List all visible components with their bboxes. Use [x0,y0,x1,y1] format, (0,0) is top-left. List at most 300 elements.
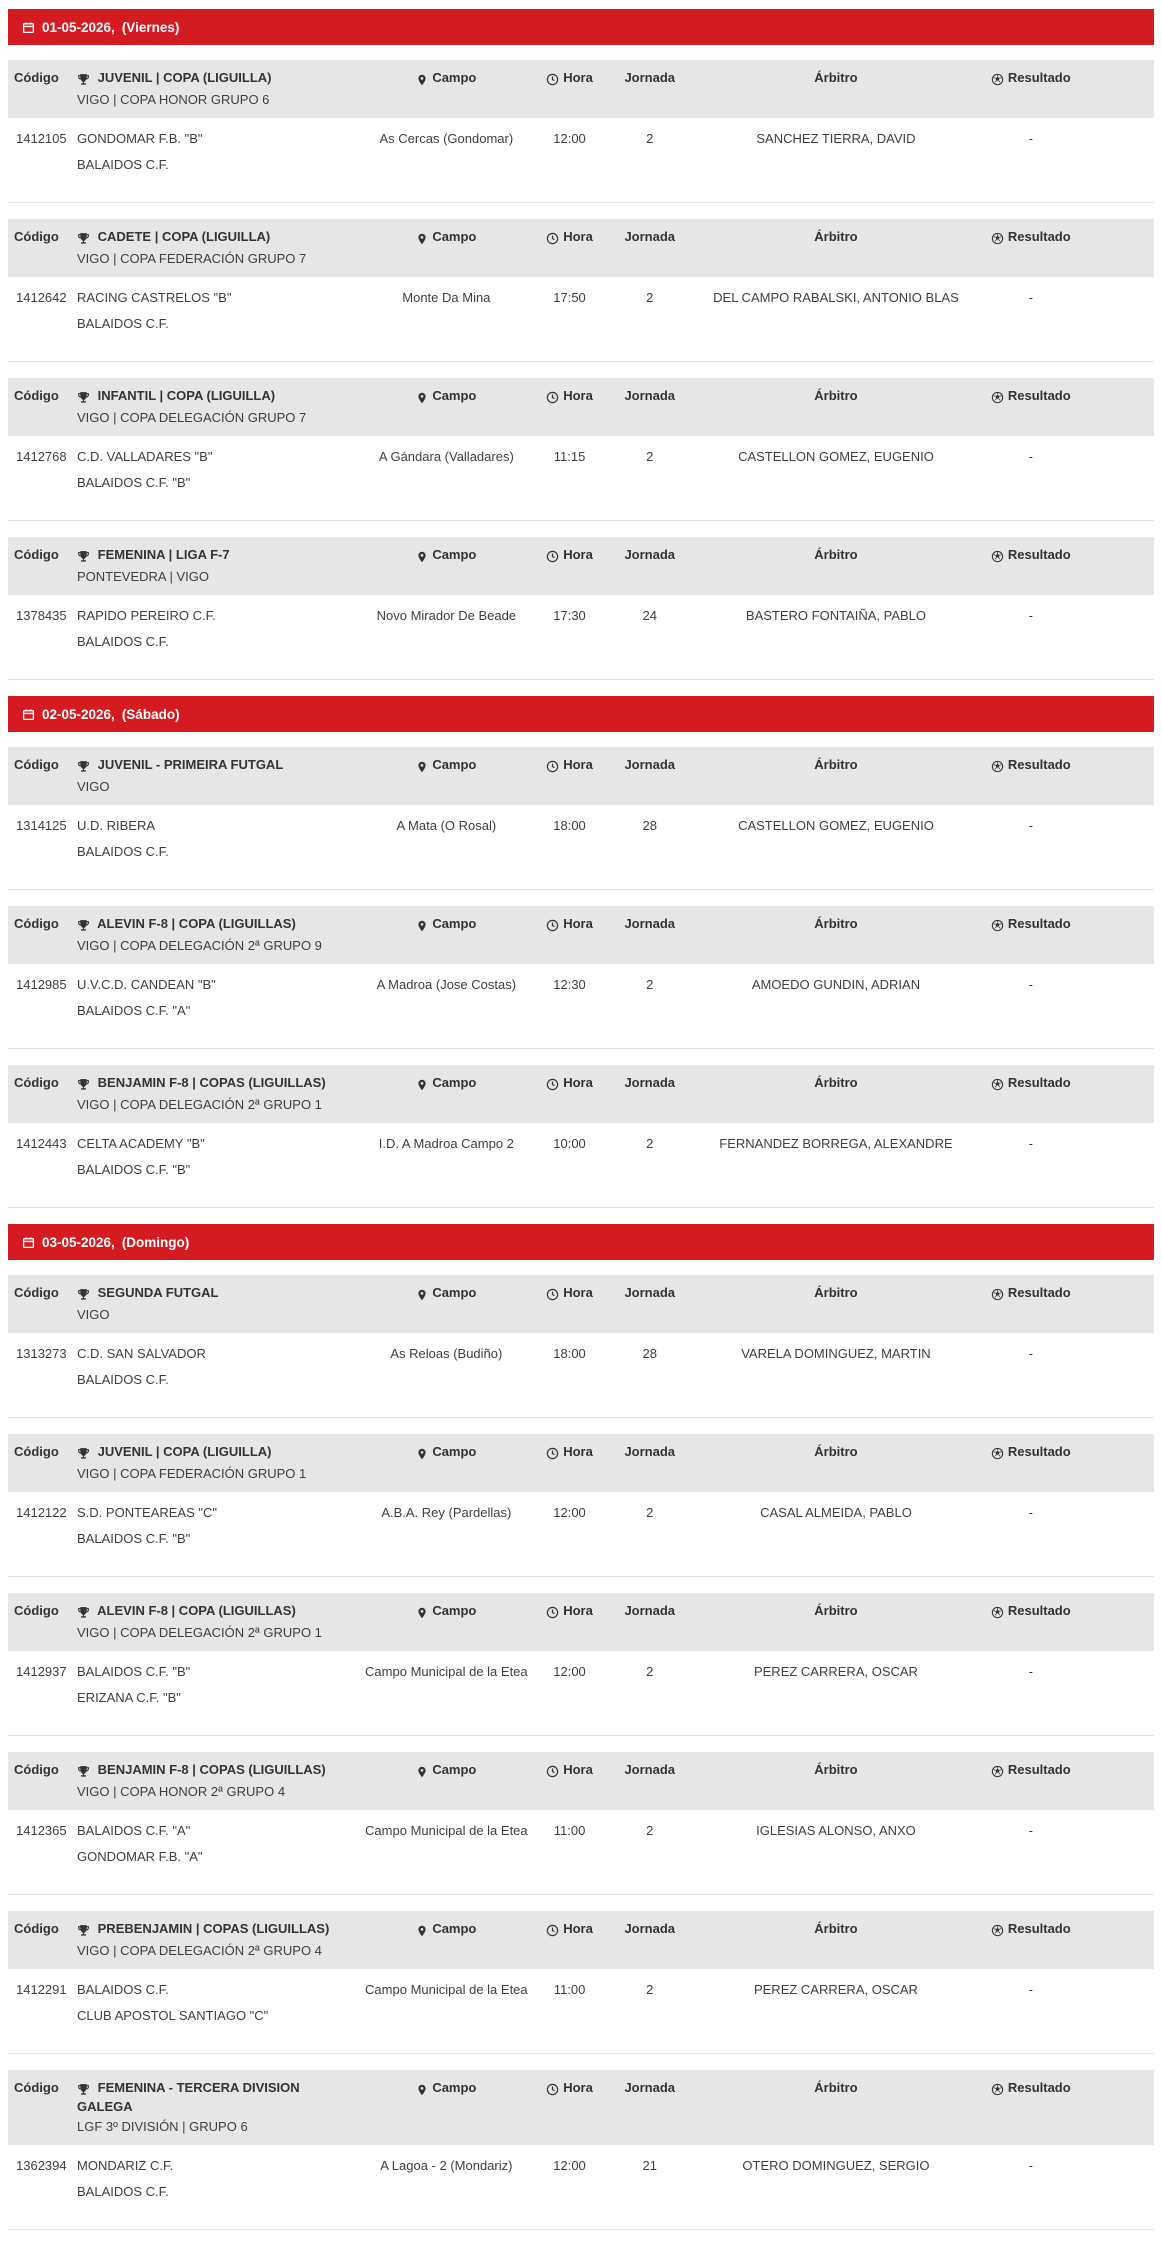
referee: DEL CAMPO RABALSKI, ANTONIO BLAS [696,277,977,344]
row-spacer [1085,1333,1154,1400]
column-header-jornada: Jornada [604,1593,696,1651]
home-team: RACING CASTRELOS "B" [77,290,232,305]
away-team: BALAIDOS C.F. "B" [77,1162,191,1177]
teams-cell [71,436,358,503]
competition-group: VIGO | COPA HONOR GRUPO 6 [77,92,270,107]
column-header-competition [71,1593,358,1651]
row-spacer [1085,1810,1154,1877]
column-header-competition [71,1434,358,1492]
competition-name: BENJAMIN F-8 | COPAS (LIGUILLAS) [97,1762,326,1777]
fixture-table [8,1065,1154,1190]
away-team: BALAIDOS C.F. "B" [77,475,191,490]
venue: I.D. A Madroa Campo 2 [358,1123,536,1190]
venue: A Gándara (Valladares) [358,436,536,503]
kickoff-time: 11:15 [535,436,604,503]
column-header-codigo: Código [8,906,71,964]
competition-group: VIGO | COPA FEDERACIÓN GRUPO 1 [77,1466,307,1481]
matchday: 28 [604,805,696,872]
trophy-icon [77,758,90,775]
trophy-icon [77,2081,90,2098]
kickoff-time: 18:00 [535,1333,604,1400]
match-code: 1412122 [8,1492,71,1559]
day-tables [8,1275,1154,2230]
referee: PEREZ CARRERA, OSCAR [696,1651,977,1718]
competition-group: VIGO | COPA DELEGACIÓN 2ª GRUPO 1 [77,1097,322,1112]
column-header-hora: Hora [535,1593,604,1651]
away-team: BALAIDOS C.F. "B" [77,1531,191,1546]
competition-name: ALEVIN F-8 | COPA (LIGUILLAS) [97,916,296,931]
matchday: 2 [604,1810,696,1877]
column-header-codigo: Código [8,60,71,118]
column-header-arbitro: Árbitro [696,219,977,277]
date-label: 02-05-2026, [42,706,115,722]
map-pin-icon [416,548,428,565]
column-header-codigo: Código [8,1434,71,1492]
competition-group: PONTEVEDRA | VIGO [77,569,209,584]
competition-group: VIGO | COPA DELEGACIÓN GRUPO 7 [77,410,307,425]
kickoff-time: 12:00 [535,2145,604,2212]
map-pin-icon [416,230,428,247]
referee: CASAL ALMEIDA, PABLO [696,1492,977,1559]
column-header-arbitro: Árbitro [696,747,977,805]
fixture-table [8,60,1154,185]
referee: IGLESIAS ALONSO, ANXO [696,1810,977,1877]
column-header-resultado: Resultado [976,747,1085,805]
column-header-codigo: Código [8,219,71,277]
kickoff-time: 12:00 [535,1492,604,1559]
column-header-campo: Campo [358,60,536,118]
column-header-spacer [1085,60,1154,118]
date-label: 03-05-2026, [42,1234,115,1250]
fixture-table [8,219,1154,344]
trophy-icon [77,389,90,406]
fixture-table-block [8,1065,1154,1208]
clock-icon [546,71,559,88]
map-pin-icon [416,389,428,406]
calendar-icon [22,1236,35,1249]
day-section [8,1224,1154,2230]
fixture-row [8,1810,1154,1877]
referee: CASTELLON GOMEZ, EUGENIO [696,436,977,503]
column-header-spacer [1085,1911,1154,1969]
soccer-ball-icon [991,548,1004,565]
match-code: 1412937 [8,1651,71,1718]
kickoff-time: 17:50 [535,277,604,344]
fixture-row [8,1492,1154,1559]
match-code: 1412105 [8,118,71,185]
teams-cell [71,805,358,872]
clock-icon [546,758,559,775]
column-header-hora: Hora [535,219,604,277]
matchday: 2 [604,436,696,503]
column-header-hora: Hora [535,747,604,805]
fixture-table-block [8,2070,1154,2230]
column-header-hora: Hora [535,378,604,436]
column-header-jornada: Jornada [604,219,696,277]
column-header-jornada: Jornada [604,60,696,118]
column-header-competition [71,1275,358,1333]
referee: AMOEDO GUNDIN, ADRIAN [696,964,977,1031]
competition-group: VIGO | COPA DELEGACIÓN 2ª GRUPO 4 [77,1943,322,1958]
column-header-arbitro: Árbitro [696,537,977,595]
column-header-resultado: Resultado [976,1275,1085,1333]
date-label: 01-05-2026, [42,19,115,35]
away-team: GONDOMAR F.B. "A" [77,1849,203,1864]
column-header-jornada: Jornada [604,537,696,595]
column-header-arbitro: Árbitro [696,378,977,436]
soccer-ball-icon [991,230,1004,247]
column-header-spacer [1085,378,1154,436]
column-header-spacer [1085,906,1154,964]
away-team: BALAIDOS C.F. [77,634,169,649]
trophy-icon [77,230,90,247]
home-team: BALAIDOS C.F. "B" [77,1664,191,1679]
soccer-ball-icon [991,1076,1004,1093]
clock-icon [546,1445,559,1462]
competition-group: VIGO | COPA FEDERACIÓN GRUPO 7 [77,251,307,266]
clock-icon [546,230,559,247]
fixture-table [8,906,1154,1031]
row-spacer [1085,595,1154,662]
column-header-jornada: Jornada [604,378,696,436]
match-code: 1362394 [8,2145,71,2212]
column-header-campo: Campo [358,1275,536,1333]
fixture-row [8,1333,1154,1400]
competition-name: PREBENJAMIN | COPAS (LIGUILLAS) [97,1921,330,1936]
column-header-hora: Hora [535,1275,604,1333]
column-header-competition [71,1752,358,1810]
map-pin-icon [416,1076,428,1093]
venue: Monte Da Mina [358,277,536,344]
column-header-campo: Campo [358,219,536,277]
column-header-campo: Campo [358,747,536,805]
fixture-table [8,747,1154,872]
column-header-codigo: Código [8,747,71,805]
column-header-competition [71,378,358,436]
away-team: ERIZANA C.F. "B" [77,1690,181,1705]
match-code: 1412365 [8,1810,71,1877]
column-header-hora: Hora [535,60,604,118]
column-header-spacer [1085,537,1154,595]
weekday-label: (Viernes) [121,19,180,35]
row-spacer [1085,118,1154,185]
result: - [976,1810,1085,1877]
clock-icon [546,2081,559,2098]
result: - [976,2145,1085,2212]
fixture-table-block [8,1752,1154,1895]
trophy-icon [77,1763,90,1780]
column-header-hora: Hora [535,906,604,964]
teams-cell [71,1123,358,1190]
table-header-row [8,906,1154,964]
column-header-resultado: Resultado [976,378,1085,436]
table-header-row [8,1752,1154,1810]
column-header-competition [71,219,358,277]
column-header-competition [71,1065,358,1123]
trophy-icon [77,1445,90,1462]
away-team: BALAIDOS C.F. [77,316,169,331]
column-header-resultado: Resultado [976,1593,1085,1651]
away-team: BALAIDOS C.F. [77,2184,169,2199]
column-header-arbitro: Árbitro [696,60,977,118]
teams-cell [71,964,358,1031]
competition-name: SEGUNDA FUTGAL [97,1285,219,1300]
kickoff-time: 17:30 [535,595,604,662]
fixture-table-block [8,747,1154,890]
away-team: BALAIDOS C.F. [77,844,169,859]
column-header-jornada: Jornada [604,2070,696,2145]
fixture-table [8,1434,1154,1559]
fixture-row [8,1651,1154,1718]
column-header-arbitro: Árbitro [696,2070,977,2145]
column-header-resultado: Resultado [976,1434,1085,1492]
map-pin-icon [416,1445,428,1462]
clock-icon [546,548,559,565]
matchday: 2 [604,964,696,1031]
soccer-ball-icon [991,1604,1004,1621]
column-header-resultado: Resultado [976,1752,1085,1810]
day-section [8,696,1154,1208]
fixture-row [8,805,1154,872]
column-header-campo: Campo [358,1434,536,1492]
date-header-bar [8,696,1154,732]
trophy-icon [77,917,90,934]
competition-group: VIGO [77,1307,110,1322]
column-header-campo: Campo [358,378,536,436]
competition-name: JUVENIL | COPA (LIGUILLA) [97,1444,272,1459]
result: - [976,964,1085,1031]
clock-icon [546,1763,559,1780]
fixture-table [8,1275,1154,1400]
soccer-ball-icon [991,917,1004,934]
matchday: 28 [604,1333,696,1400]
venue: Campo Municipal de la Etea [358,1651,536,1718]
fixture-table-block [8,378,1154,521]
trophy-icon [77,1076,90,1093]
kickoff-time: 11:00 [535,1969,604,2036]
competition-name: JUVENIL | COPA (LIGUILLA) [97,70,272,85]
map-pin-icon [416,917,428,934]
column-header-resultado: Resultado [976,906,1085,964]
day-tables [8,60,1154,680]
column-header-campo: Campo [358,1065,536,1123]
fixture-row [8,1123,1154,1190]
home-team: S.D. PONTEAREAS "C" [77,1505,217,1520]
fixture-table [8,537,1154,662]
soccer-ball-icon [991,758,1004,775]
column-header-codigo: Código [8,2070,71,2145]
trophy-icon [77,1922,90,1939]
clock-icon [546,917,559,934]
table-header-row [8,1911,1154,1969]
competition-group: LGF 3º DIVISIÓN | GRUPO 6 [77,2119,248,2134]
soccer-ball-icon [991,1286,1004,1303]
soccer-ball-icon [991,71,1004,88]
teams-cell [71,1810,358,1877]
column-header-competition [71,60,358,118]
venue: Campo Municipal de la Etea [358,1810,536,1877]
teams-cell [71,277,358,344]
row-spacer [1085,964,1154,1031]
venue: Campo Municipal de la Etea [358,1969,536,2036]
column-header-jornada: Jornada [604,1752,696,1810]
column-header-hora: Hora [535,1434,604,1492]
soccer-ball-icon [991,2081,1004,2098]
teams-cell [71,1333,358,1400]
fixture-table-block [8,1434,1154,1577]
match-code: 1412985 [8,964,71,1031]
venue: A Mata (O Rosal) [358,805,536,872]
home-team: MONDARIZ C.F. [77,2158,174,2173]
competition-group: VIGO | COPA HONOR 2ª GRUPO 4 [77,1784,286,1799]
result: - [976,1492,1085,1559]
table-header-row [8,378,1154,436]
match-code: 1378435 [8,595,71,662]
matchday: 21 [604,2145,696,2212]
column-header-spacer [1085,1593,1154,1651]
table-header-row [8,747,1154,805]
fixture-table-block [8,906,1154,1049]
result: - [976,1969,1085,2036]
column-header-competition [71,906,358,964]
column-header-competition [71,537,358,595]
column-header-competition [71,1911,358,1969]
competition-group: VIGO | COPA DELEGACIÓN 2ª GRUPO 9 [77,938,322,953]
matchday: 24 [604,595,696,662]
venue: A Madroa (Jose Costas) [358,964,536,1031]
result: - [976,805,1085,872]
home-team: U.D. RIBERA [77,818,156,833]
result: - [976,277,1085,344]
kickoff-time: 10:00 [535,1123,604,1190]
teams-cell [71,2145,358,2212]
column-header-campo: Campo [358,2070,536,2145]
match-code: 1412443 [8,1123,71,1190]
result: - [976,1651,1085,1718]
referee: CASTELLON GOMEZ, EUGENIO [696,805,977,872]
fixture-row [8,436,1154,503]
competition-name: ALEVIN F-8 | COPA (LIGUILLAS) [97,1603,296,1618]
competition-name: FEMENINA | LIGA F-7 [97,547,230,562]
row-spacer [1085,1651,1154,1718]
column-header-arbitro: Árbitro [696,1593,977,1651]
fixture-row [8,277,1154,344]
competition-name: INFANTIL | COPA (LIGUILLA) [97,388,276,403]
column-header-resultado: Resultado [976,537,1085,595]
away-team: BALAIDOS C.F. [77,1372,169,1387]
fixture-table-block [8,60,1154,203]
column-header-codigo: Código [8,1752,71,1810]
column-header-hora: Hora [535,1752,604,1810]
column-header-spacer [1085,747,1154,805]
column-header-resultado: Resultado [976,219,1085,277]
column-header-codigo: Código [8,1065,71,1123]
soccer-ball-icon [991,389,1004,406]
result: - [976,1123,1085,1190]
fixture-row [8,1969,1154,2036]
match-code: 1412291 [8,1969,71,2036]
column-header-jornada: Jornada [604,1434,696,1492]
fixture-row [8,964,1154,1031]
column-header-codigo: Código [8,378,71,436]
row-spacer [1085,277,1154,344]
day-tables [8,747,1154,1208]
venue: As Reloas (Budiño) [358,1333,536,1400]
column-header-jornada: Jornada [604,1275,696,1333]
competition-name: JUVENIL - PRIMEIRA FUTGAL [97,757,284,772]
competition-group: VIGO | COPA DELEGACIÓN 2ª GRUPO 1 [77,1625,322,1640]
column-header-resultado: Resultado [976,1911,1085,1969]
fixture-row [8,595,1154,662]
match-code: 1313273 [8,1333,71,1400]
map-pin-icon [416,71,428,88]
matchday: 2 [604,277,696,344]
home-team: RAPIDO PEREIRO C.F. [77,608,216,623]
home-team: CELTA ACADEMY "B" [77,1136,205,1151]
teams-cell [71,1651,358,1718]
home-team: BALAIDOS C.F. [77,1982,169,1997]
row-spacer [1085,805,1154,872]
clock-icon [546,1286,559,1303]
column-header-jornada: Jornada [604,1911,696,1969]
trophy-icon [77,548,90,565]
referee: OTERO DOMINGUEZ, SERGIO [696,2145,977,2212]
column-header-jornada: Jornada [604,1065,696,1123]
column-header-spacer [1085,219,1154,277]
column-header-spacer [1085,1752,1154,1810]
column-header-resultado: Resultado [976,2070,1085,2145]
competition-group: VIGO [77,779,110,794]
column-header-campo: Campo [358,1911,536,1969]
soccer-ball-icon [991,1763,1004,1780]
column-header-hora: Hora [535,537,604,595]
clock-icon [546,1604,559,1621]
column-header-competition [71,747,358,805]
column-header-codigo: Código [8,1275,71,1333]
calendar-icon [22,708,35,721]
column-header-campo: Campo [358,1752,536,1810]
column-header-arbitro: Árbitro [696,1434,977,1492]
column-header-campo: Campo [358,1593,536,1651]
home-team: BALAIDOS C.F. "A" [77,1823,191,1838]
home-team: GONDOMAR F.B. "B" [77,131,203,146]
match-code: 1314125 [8,805,71,872]
matchday: 2 [604,1492,696,1559]
match-code: 1412768 [8,436,71,503]
trophy-icon [77,71,90,88]
row-spacer [1085,2145,1154,2212]
column-header-resultado: Resultado [976,60,1085,118]
fixture-table [8,378,1154,503]
column-header-spacer [1085,1275,1154,1333]
fixture-table-block [8,219,1154,362]
fixture-table-block [8,1593,1154,1736]
column-header-arbitro: Árbitro [696,1065,977,1123]
fixture-table [8,1911,1154,2036]
table-header-row [8,60,1154,118]
row-spacer [1085,1969,1154,2036]
table-header-row [8,219,1154,277]
table-header-row [8,2070,1154,2145]
table-header-row [8,1065,1154,1123]
table-header-row [8,1275,1154,1333]
trophy-icon [77,1604,90,1621]
teams-cell [71,1492,358,1559]
referee: PEREZ CARRERA, OSCAR [696,1969,977,2036]
column-header-arbitro: Árbitro [696,1275,977,1333]
referee: VARELA DOMINGUEZ, MARTIN [696,1333,977,1400]
fixture-row [8,118,1154,185]
